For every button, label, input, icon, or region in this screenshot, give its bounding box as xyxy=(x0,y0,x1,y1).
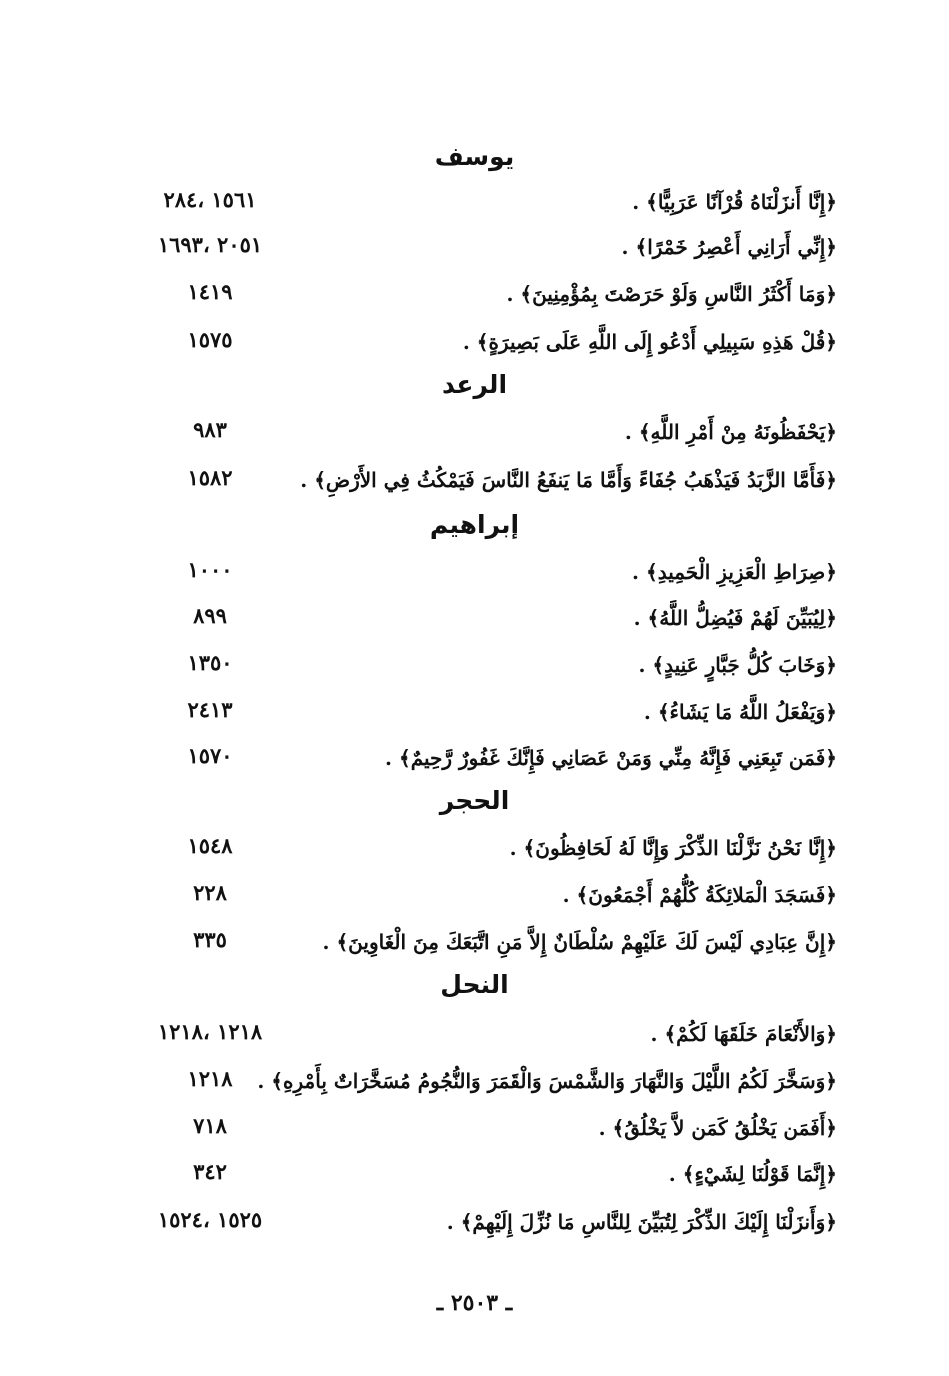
index-entry xyxy=(0,736,949,780)
page-references: ١٤١٩ xyxy=(187,279,233,304)
section-heading: الحجر xyxy=(439,786,510,815)
page-references: ٢٢٨ xyxy=(193,880,227,905)
page-references: ٣٣٥ xyxy=(193,927,227,952)
index-entry xyxy=(0,180,949,224)
verse-text: ﴿إِنَّمَا قَوْلُنَا لِشَيْءٍ﴾ . xyxy=(668,1162,837,1186)
verse-text: ﴿وَأَنزَلْنَا إِلَيْكَ الذِّكْرَ لِتُبَيِّنَ لِلنَّاسِ مَا نُزِّلَ إِلَيْهِمْ﴾ . xyxy=(446,1210,837,1234)
page-number: ـ ٢٥٠٣ ـ xyxy=(436,1290,513,1316)
index-entry xyxy=(0,550,949,594)
index-entry xyxy=(0,596,949,640)
page-references: ٣٤٢ xyxy=(193,1159,227,1184)
index-entry xyxy=(0,1106,949,1150)
index-entry xyxy=(0,690,949,734)
verse-text: ﴿إِنَّا نَحْنُ نَزَّلْنَا الذِّكْرَ وَإِنَّا لَهُ لَحَافِظُونَ﴾ . xyxy=(509,836,837,860)
verse-text: ﴿قُلْ هَذِهِ سَبِيلِي أَدْعُو إِلَى اللَّهِ عَلَى بَصِيرَةٍ﴾ . xyxy=(462,330,837,354)
index-entry xyxy=(0,873,949,917)
page-references: ١٠٠٠ xyxy=(187,557,233,582)
index-entry xyxy=(0,458,949,502)
page-references: ١٥٧٠ xyxy=(187,743,233,768)
section-heading: الرعد xyxy=(441,370,508,399)
index-entry xyxy=(0,1200,949,1244)
index-entry xyxy=(0,643,949,687)
page-references: ٩٨٣ xyxy=(193,417,227,442)
verse-text: ﴿فَأَمَّا الزَّبَدُ فَيَذْهَبُ جُفَاءً وَأَمَّا مَا يَنفَعُ النَّاسَ فَيَمْكُثُ فِي الأَرْضِ﴾ . xyxy=(300,468,837,492)
verse-text: ﴿وَخَابَ كُلُّ جَبَّارٍ عَنِيدٍ﴾ . xyxy=(638,653,837,677)
index-entry xyxy=(0,410,949,454)
index-entry xyxy=(0,826,949,870)
page-references: ٢٤١٣ xyxy=(187,697,233,722)
verse-text: ﴿إِنَّا أَنزَلْنَاهُ قُرْآنًا عَرَبِيًّا﴾ . xyxy=(632,190,837,214)
page-references: ١٢١٨ xyxy=(187,1066,233,1091)
verse-text: ﴿وَالأَنْعَامَ خَلَقَهَا لَكُمْ﴾ . xyxy=(650,1022,837,1046)
verse-text: ﴿فَسَجَدَ الْمَلائِكَةُ كُلُّهُمْ أَجْمَعُونَ﴾ . xyxy=(562,883,837,907)
page-references: ١٢١٨ ،١٢١٨ xyxy=(157,1019,263,1044)
index-entry xyxy=(0,920,949,964)
section-heading: النحل xyxy=(440,970,509,999)
section-heading: يوسف xyxy=(434,142,515,171)
verse-text: ﴿وَمَا أَكْثَرُ النَّاسِ وَلَوْ حَرَصْتَ بِمُؤْمِنِينَ﴾ . xyxy=(506,282,837,306)
verse-text: ﴿لِيُبَيِّنَ لَهُمْ فَيُضِلُّ اللَّهُ﴾ . xyxy=(633,606,837,630)
page-references: ١٥٦١ ،٢٨٤ xyxy=(163,187,257,212)
index-entry xyxy=(0,1059,949,1103)
page-references: ١٥٤٨ xyxy=(187,833,233,858)
verse-text: ﴿يَحْفَظُونَهُ مِنْ أَمْرِ اللَّهِ﴾ . xyxy=(624,420,837,444)
index-entry xyxy=(0,1012,949,1056)
verse-text: ﴿فَمَن تَبِعَنِي فَإِنَّهُ مِنِّي وَمَنْ عَصَانِي فَإِنَّكَ غَفُورٌ رَّحِيمٌ﴾ . xyxy=(385,746,837,770)
page-references: ١٥٢٥ ،١٥٢٤ xyxy=(157,1207,263,1232)
section-heading: إبراهيم xyxy=(429,510,520,539)
index-entry xyxy=(0,320,949,364)
page-references: ٢٠٥١ ،١٦٩٣ xyxy=(157,232,263,257)
index-entry xyxy=(0,225,949,269)
verse-text: ﴿إِنِّي أَرَانِي أَعْصِرُ خَمْرًا﴾ . xyxy=(621,235,837,259)
verse-text: ﴿إِنَّ عِبَادِي لَيْسَ لَكَ عَلَيْهِمْ سُلْطَانٌ إِلاَّ مَنِ اتَّبَعَكَ مِنَ الْغَاوِينَ﴾ . xyxy=(322,930,837,954)
page-references: ٨٩٩ xyxy=(193,603,227,628)
page-references: ١٥٧٥ xyxy=(187,327,233,352)
verse-text: ﴿وَسَخَّرَ لَكُمُ اللَّيْلَ وَالنَّهَارَ وَالشَّمْسَ وَالْقَمَرَ وَالنُّجُومُ مُسَخَّرَاتٌ بِأَمْرِهِ﴾ . xyxy=(257,1069,837,1093)
verse-text: ﴿صِرَاطِ الْعَزِيزِ الْحَمِيدِ﴾ . xyxy=(632,560,837,584)
verse-text: ﴿وَيَفْعَلُ اللَّهُ مَا يَشَاءُ﴾ . xyxy=(643,700,837,724)
verse-text: ﴿أَفَمَن يَخْلُقُ كَمَن لاَّ يَخْلُقُ﴾ . xyxy=(598,1116,837,1140)
page-references: ١٥٨٢ xyxy=(187,465,233,490)
page-references: ٧١٨ xyxy=(193,1113,227,1138)
page-references: ١٣٥٠ xyxy=(187,650,233,675)
index-entry xyxy=(0,272,949,316)
index-entry xyxy=(0,1152,949,1196)
